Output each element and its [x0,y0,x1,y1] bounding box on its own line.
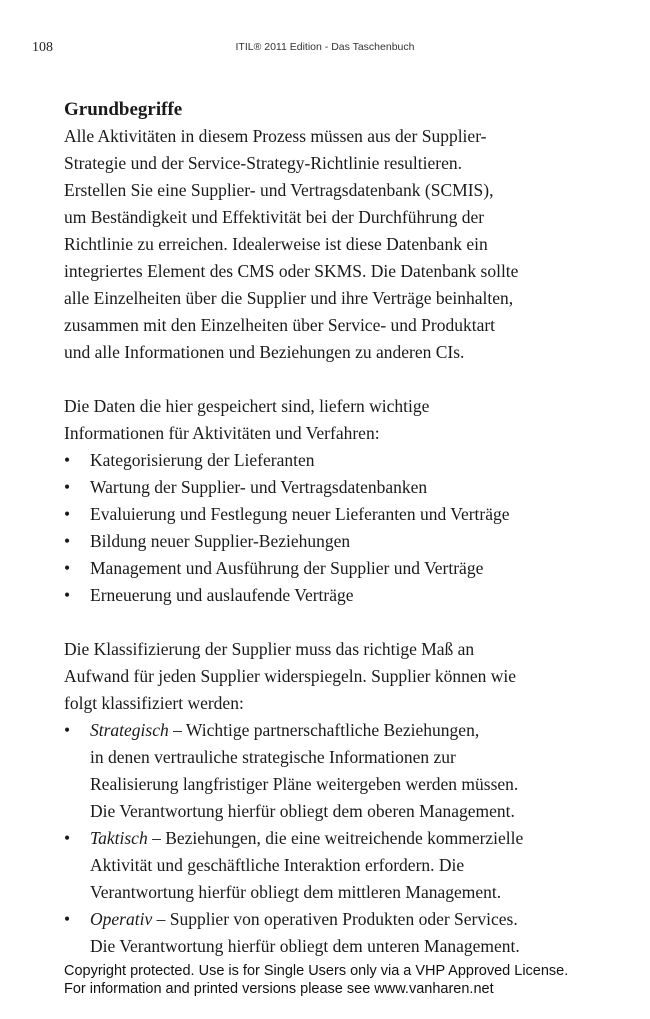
list-item [64,447,624,474]
text-line: folgt klassifiziert werden: [64,693,244,713]
list-item-text: Erneuerung und auslaufende Verträge [90,585,354,605]
text-line: Aufwand für jeden Supplier widerspiegeln. Supplier können wie [64,666,516,686]
text-line: Erstellen Sie eine Supplier- und Vertragsdatenbank (SCMIS), [64,180,494,200]
bullet-icon: • [64,477,71,497]
data-paragraph [64,393,624,447]
text-line: – Beziehungen, die eine weitreichende kommerzielle [147,828,524,848]
section-heading: Grundbegriffe [64,99,183,120]
footer-line: Copyright protected. Use is for Single Users only via a VHP Approved License. [64,963,569,979]
text-line: Alle Aktivitäten in diesem Prozess müssen aus der Supplier- [64,126,487,146]
term-label: Strategisch [90,720,169,740]
bullet-icon: • [64,828,71,848]
list-item-text: Bildung neuer Supplier-Beziehungen [90,531,351,551]
term-label: Operativ [90,909,153,929]
text-line: Die Verantwortung hierfür obliegt dem unteren Management. [90,936,520,956]
text-line: Strategie und der Service-Strategy-Richtlinie resultieren. [64,153,462,173]
bullet-icon: • [64,504,71,524]
footer-line: For information and printed versions please see www.vanharen.net [64,981,494,997]
text-line: alle Einzelheiten über die Supplier und ihre Verträge beinhalten, [64,288,514,308]
text-line: um Beständigkeit und Effektivität bei der Durchführung der [64,207,485,227]
list-item [64,555,624,582]
bullet-icon: • [64,558,71,578]
list-item-operative [64,906,624,960]
list-item-text: Management und Ausführung der Supplier und Verträge [90,558,484,578]
classification-paragraph [64,636,624,717]
bullet-icon: • [64,531,71,551]
activities-list [64,447,624,609]
text-line: Richtlinie zu erreichen. Idealerweise ist diese Datenbank ein [64,234,488,254]
classification-list [64,717,624,960]
text-line: und alle Informationen und Beziehungen zu anderen CIs. [64,342,465,362]
list-item-text: Kategorisierung der Lieferanten [90,450,315,470]
text-line: Die Daten die hier gespeichert sind, liefern wichtige [64,396,430,416]
list-item [64,501,624,528]
page-number: 108 [32,40,53,55]
bullet-icon: • [64,585,71,605]
list-item-strategic [64,717,624,825]
list-item [64,582,624,609]
text-line: – Supplier von operativen Produkten oder Services. [152,909,518,929]
text-line: in denen vertrauliche strategische Informationen zur [90,747,456,767]
text-line: Verantwortung hierfür obliegt dem mittleren Management. [90,882,502,902]
term-label: Taktisch [90,828,148,848]
running-header: ITIL® 2011 Edition - Das Taschenbuch [235,41,415,53]
text-line: – Wichtige partnerschaftliche Beziehungen, [168,720,480,740]
list-item-text: Evaluierung und Festlegung neuer Lieferanten und Verträge [90,504,510,524]
list-item-text: Wartung der Supplier- und Vertragsdatenbanken [90,477,428,497]
list-item-tactical [64,825,624,906]
list-item [64,528,624,555]
text-line: Informationen für Aktivitäten und Verfahren: [64,423,380,443]
intro-paragraph [64,123,624,366]
text-line: Die Verantwortung hierfür obliegt dem oberen Management. [90,801,515,821]
bullet-icon: • [64,909,71,929]
page-content [64,97,624,960]
text-line: Realisierung langfristiger Pläne weitergeben werden müssen. [90,774,519,794]
bullet-icon: • [64,720,71,740]
text-line: integriertes Element des CMS oder SKMS. Die Datenbank sollte [64,261,519,281]
copyright-footer [64,962,568,998]
text-line: zusammen mit den Einzelheiten über Service- und Produktart [64,315,496,335]
list-item [64,474,624,501]
bullet-icon: • [64,450,71,470]
text-line: Aktivität und geschäftliche Interaktion erfordern. Die [90,855,465,875]
text-line: Die Klassifizierung der Supplier muss das richtige Maß an [64,639,475,659]
